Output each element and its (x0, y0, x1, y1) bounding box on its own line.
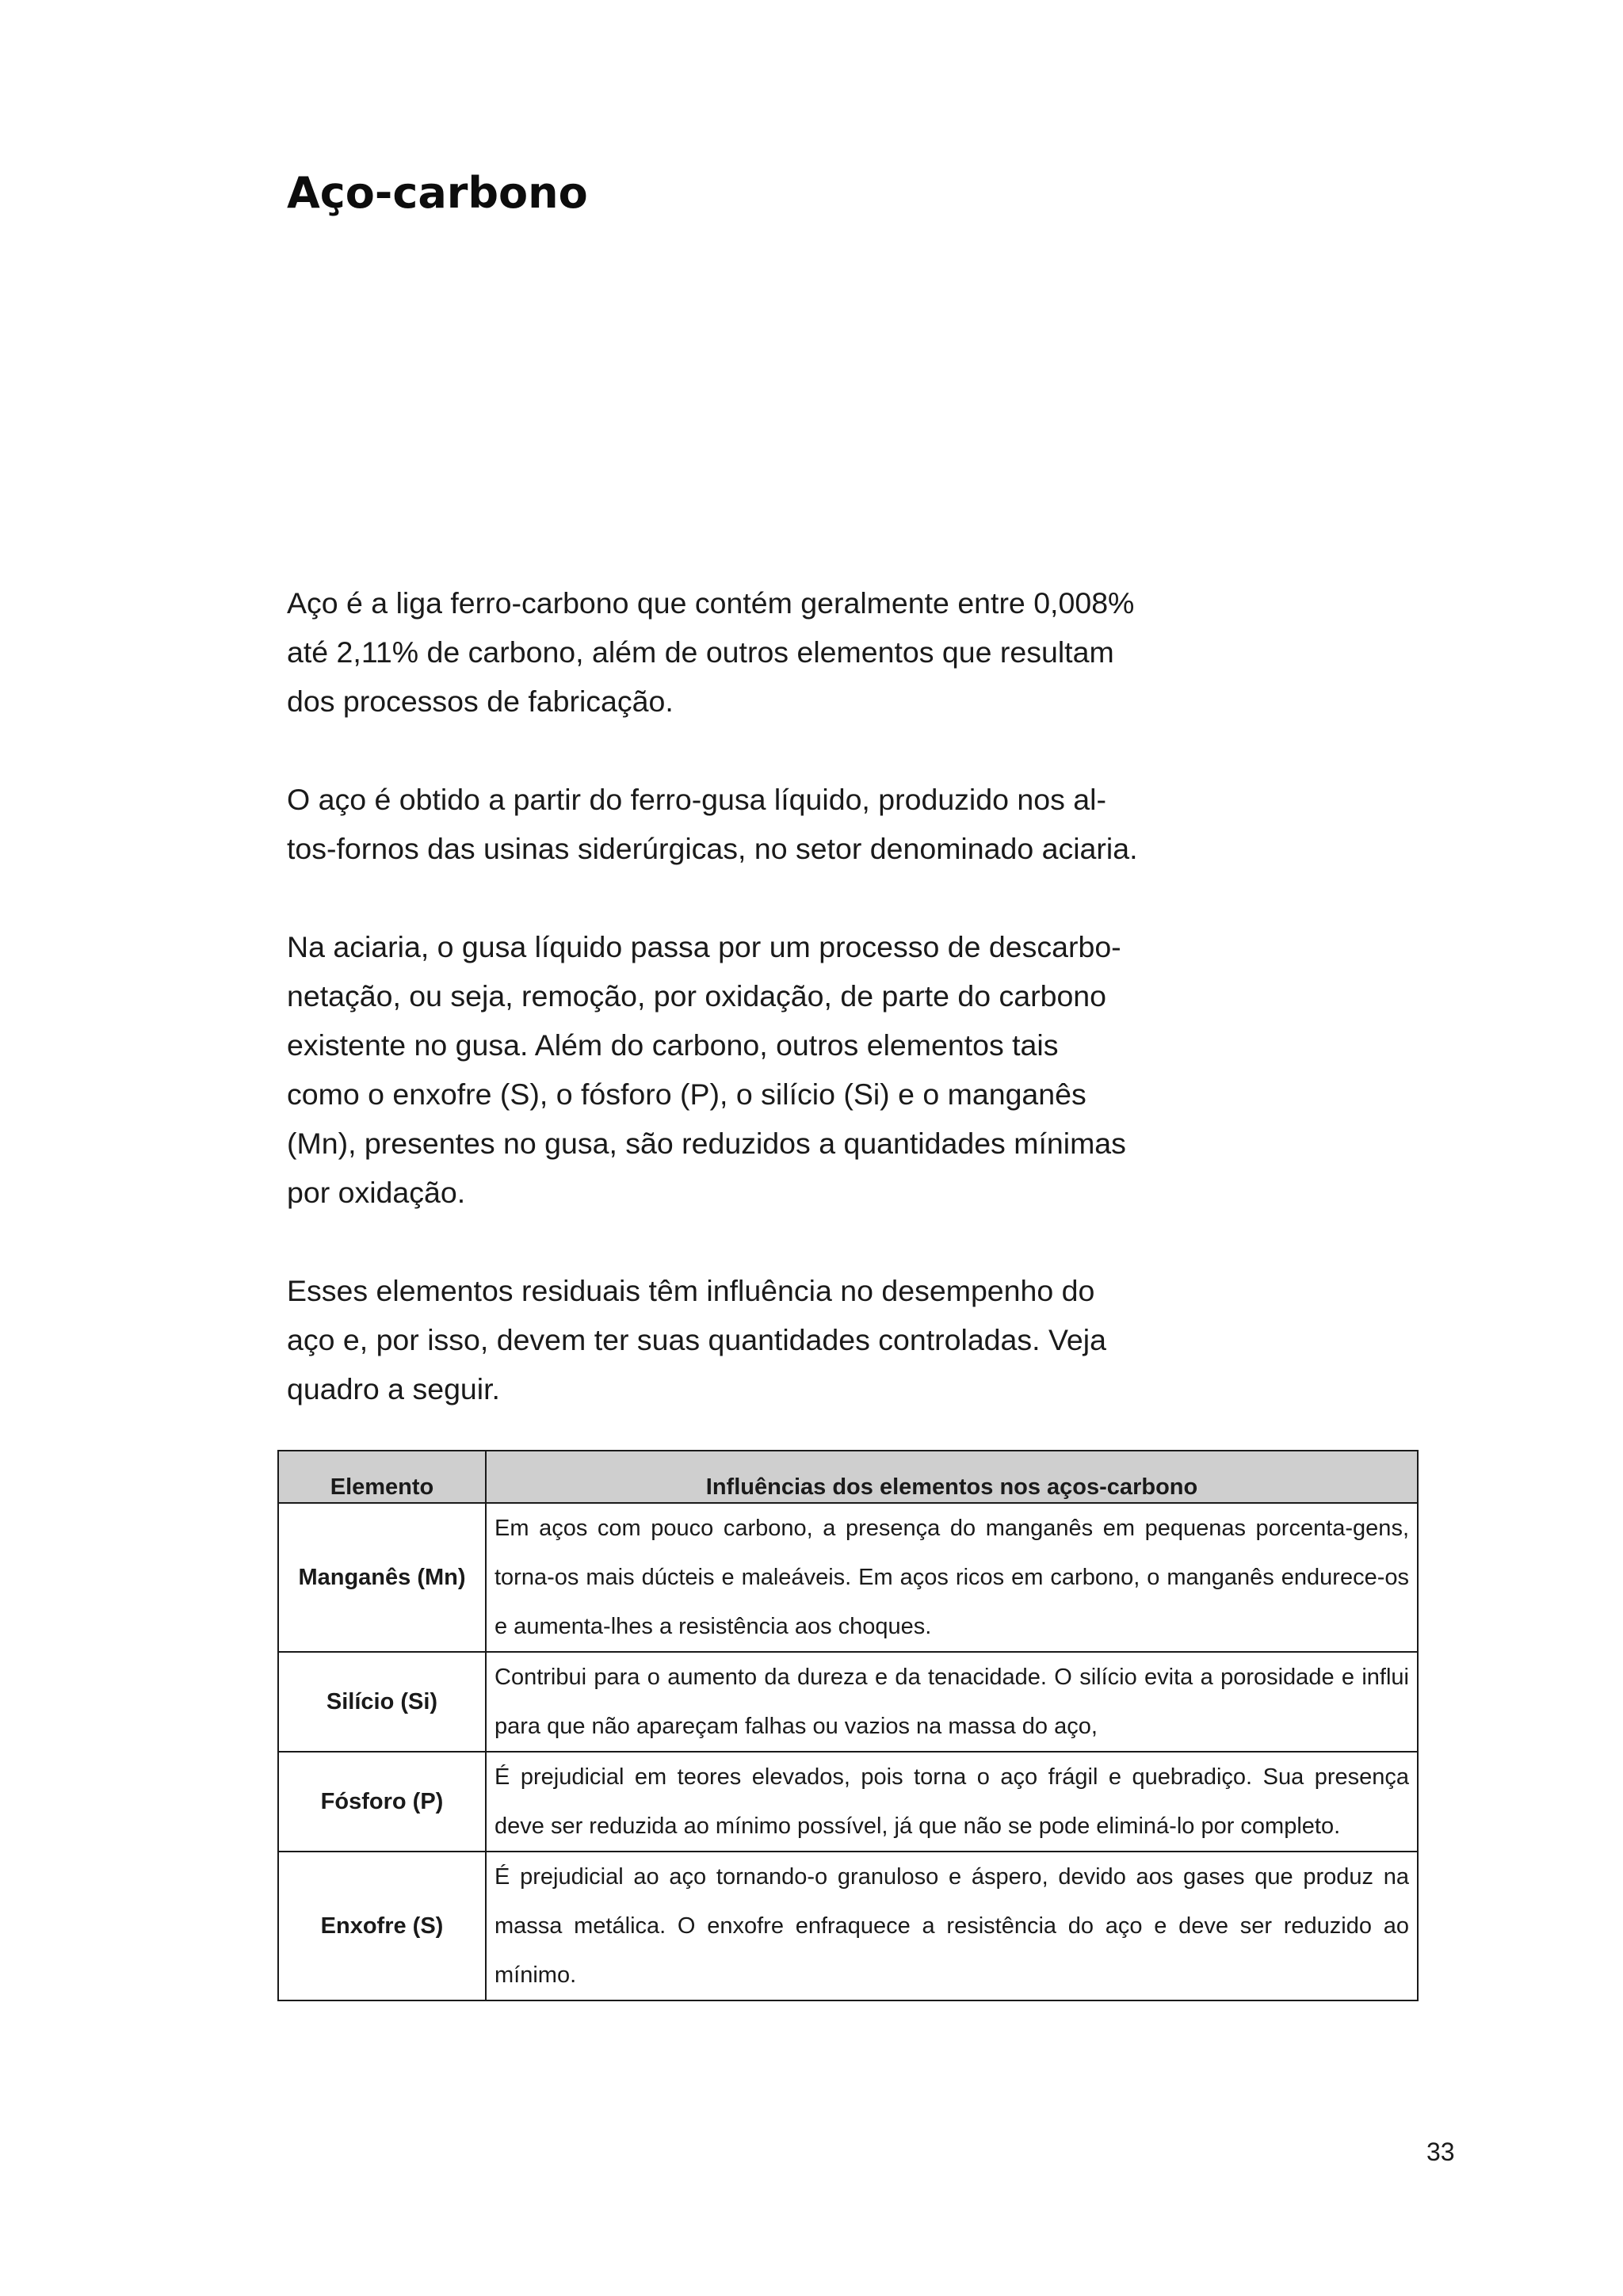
table-row (278, 1852, 1418, 2000)
text-line: netação, ou seja, remoção, por oxidação, de parte do carbono (287, 979, 1107, 1013)
table-row (278, 1503, 1418, 1652)
page-title: Aço-carbono (287, 168, 588, 218)
element-cell: Manganês (Mn) (278, 1503, 486, 1652)
text-line: Na aciaria, o gusa líquido passa por um processo de descarbo- (287, 930, 1121, 963)
text-line: Esses elementos residuais têm influência no desempenho do (287, 1274, 1095, 1307)
text-line: dos processos de fabricação. (287, 685, 674, 718)
paragraph-3 (287, 922, 1190, 1217)
influence-cell: É prejudicial ao aço tornando-o granuloso e áspero, devido aos gases que produz na massa metálica. O enxofre enfraquece a resistência do aço e deve ser reduzido ao mínimo. (486, 1852, 1418, 2000)
element-cell: Enxofre (S) (278, 1852, 486, 2000)
column-header-element: Elemento (278, 1451, 486, 1503)
text-line: aço e, por isso, devem ter suas quantidades controladas. Veja (287, 1323, 1106, 1356)
paragraph-1 (287, 578, 1190, 726)
elements-influence-table (277, 1450, 1419, 2001)
text-line: tos-fornos das usinas siderúrgicas, no setor denominado aciaria. (287, 832, 1138, 865)
paragraph-4 (287, 1266, 1190, 1413)
page-number: 33 (1426, 2138, 1455, 2166)
table-header-row (278, 1451, 1418, 1503)
column-header-influence: Influências dos elementos nos aços-carbono (486, 1451, 1418, 1503)
text-line: O aço é obtido a partir do ferro-gusa líquido, produzido nos al- (287, 783, 1106, 816)
text-line: quadro a seguir. (287, 1372, 500, 1405)
influence-cell: Em aços com pouco carbono, a presença do manganês em pequenas porcenta-gens, torna-os mais dúcteis e maleáveis. Em aços ricos em carbono, o manganês endurece-os e aumenta-lhes a resistência aos choques. (486, 1503, 1418, 1652)
text-line: como o enxofre (S), o fósforo (P), o silício (Si) e o manganês (287, 1077, 1086, 1111)
paragraph-2 (287, 775, 1190, 873)
text-line: Aço é a liga ferro-carbono que contém geralmente entre 0,008% (287, 586, 1135, 620)
influence-cell: Contribui para o aumento da dureza e da tenacidade. O silício evita a porosidade e influi para que não apareçam falhas ou vazios na massa do aço, (486, 1652, 1418, 1752)
text-line: (Mn), presentes no gusa, são reduzidos a quantidades mínimas (287, 1127, 1126, 1160)
text-line: até 2,11% de carbono, além de outros elementos que resultam (287, 635, 1114, 669)
influence-cell: É prejudicial em teores elevados, pois torna o aço frágil e quebradiço. Sua presença deve ser reduzida ao mínimo possível, já que não se pode eliminá-lo por completo. (486, 1752, 1418, 1852)
body-text (287, 578, 1190, 1463)
text-line: por oxidação. (287, 1176, 466, 1209)
element-cell: Fósforo (P) (278, 1752, 486, 1852)
text-line: existente no gusa. Além do carbono, outros elementos tais (287, 1028, 1059, 1062)
element-cell: Silício (Si) (278, 1652, 486, 1752)
table-row (278, 1752, 1418, 1852)
table-row (278, 1652, 1418, 1752)
